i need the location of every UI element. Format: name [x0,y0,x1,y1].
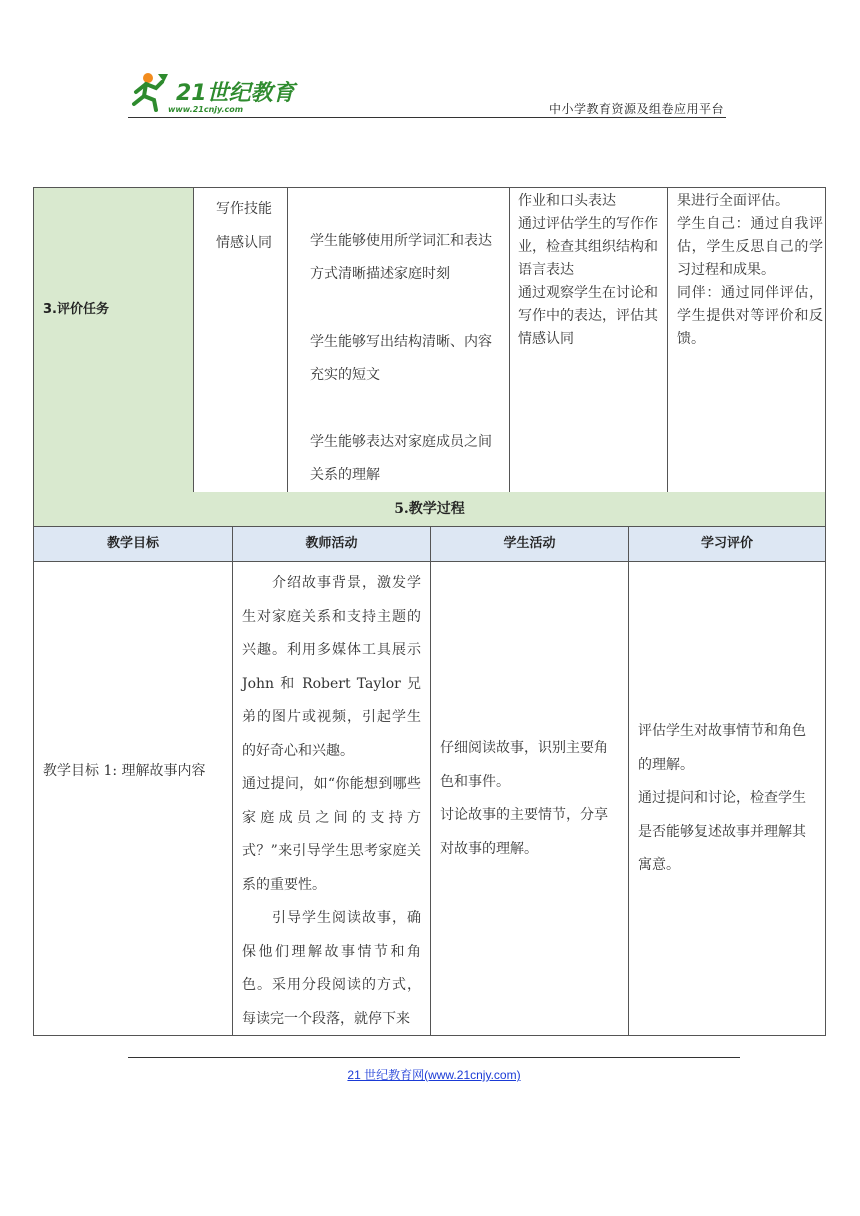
column-header: 学生活动 [431,527,628,562]
student-column [431,527,629,1035]
section-title: 5.教学过程 [33,492,826,527]
objective-item: 学生能够写出结构清晰、内容充实的短文 [310,334,492,383]
goal-text: 教学目标 1: 理解故事内容 [43,763,206,779]
task-label: 3.评价任务 [43,302,109,317]
assessment-text: 评估学生对故事情节和角色的理解。 通过提问和讨论，检查学生是否能够复述故事并理解其寓意。 [638,723,806,873]
evaluation-text: 果进行全面评估。 学生自己：通过自我评估，学生反思自己的学习过程和成果。 同伴：通过同伴评估，学生提供对等评价和反馈。 [677,193,823,347]
column-header: 教师活动 [233,527,430,562]
methods-text: 作业和口头表达 通过评估学生的写作作业，检查其组织结构和语言表达 通过观察学生在讨论和写作中的表达，评估其情感认同 [518,193,658,347]
footer-divider [128,1057,740,1058]
student-activity-text: 仔细阅读故事，识别主要角色和事件。 讨论故事的主要情节，分享对故事的理解。 [440,740,608,857]
goal-column [34,527,233,1035]
process-table [33,527,826,1036]
column-header: 教学目标 [34,527,232,562]
objective-item: 学生能够使用所学词汇和表达方式清晰描述家庭时刻 [310,233,492,282]
objective-item: 学生能够表达对家庭成员之间关系的理解 [310,434,492,483]
logo-text: 21世纪教育 [176,81,295,106]
skill-writing: 写作技能 [216,201,272,217]
evaluation-cell [668,188,825,492]
header-divider [128,117,726,118]
site-logo [128,70,298,116]
objectives-cell [288,188,510,492]
platform-label: 中小学教育资源及组卷应用平台 [548,102,724,116]
skill-emotion: 情感认同 [216,235,272,251]
teacher-activity-text: 介绍故事背景，激发学生对家庭关系和支持主题的兴趣。利用多媒体工具展示 John 和 Robert Taylor 兄弟的图片或视频，引起学生的好奇心和兴趣。 通过提问，如“你能想到哪些家庭成员之间的支持方式？”来引导学生思考家庭关系的重要性。 引导学生阅读故事，确保他们理解故事情节和角色。采用分段阅读的方式，每读完一个段落，就停下来 [242,575,421,1027]
footer-link[interactable]: 21 世纪教育网(www.21cnjy.com) [347,1068,521,1082]
logo-url: www.21cnjy.com [168,105,244,114]
skills-cell [194,188,288,492]
evaluation-table [33,187,826,493]
column-header: 学习评价 [629,527,825,562]
task-cell [34,188,194,492]
assessment-column [629,527,825,1035]
methods-cell [510,188,668,492]
teacher-column [233,527,431,1035]
